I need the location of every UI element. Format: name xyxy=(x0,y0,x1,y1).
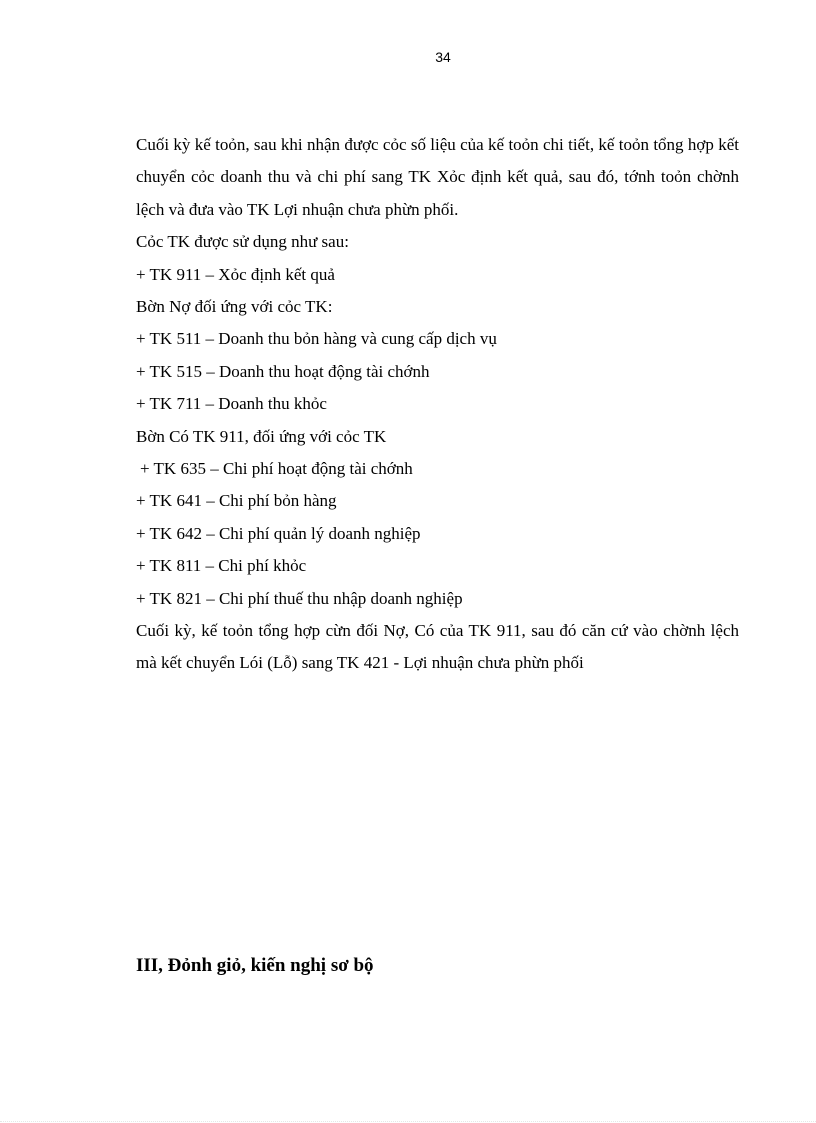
period-end-paragraph: Cuối kỳ, kế toỏn tổng hợp cừn đối Nợ, Có của TK 911, sau đó căn cứ vào chờnh lệch mà kết chuyển Lói (Lỗ) sang TK 421 - Lợi nhuận chưa phừn phối xyxy=(136,620,739,673)
page-bottom-divider xyxy=(0,1121,816,1122)
debit-side-heading: Bờn Nợ đối ứng với cỏc TK: xyxy=(136,297,333,316)
debit-item-711: + TK 711 – Doanh thu khỏc xyxy=(136,394,327,414)
page-number: 34 xyxy=(435,49,451,65)
credit-item-641: + TK 641 – Chi phí bỏn hàng xyxy=(136,491,337,511)
credit-item-821: + TK 821 – Chi phí thuế thu nhập doanh nghiệp xyxy=(136,588,463,608)
account-911-line: + TK 911 – Xỏc định kết quả xyxy=(136,264,335,284)
accounts-intro: Cỏc TK được sử dụng như sau: xyxy=(136,232,349,252)
credit-item-642: + TK 642 – Chi phí quản lý doanh nghiệp xyxy=(136,523,421,543)
closing-procedure-paragraph: Cuối kỳ kế toỏn, sau khi nhận được cỏc số liệu của kế toỏn chi tiết, kế toỏn tổng hợp kết chuyển cỏc doanh thu và chi phí sang TK Xỏc định kết quả, sau đó, tớnh toỏn chờnh lệch và đưa vào TK Lợi nhuận chưa phừn phối. xyxy=(136,135,739,219)
credit-item-811: + TK 811 – Chi phí khỏc xyxy=(136,556,307,576)
section-heading: III, Đỏnh giỏ, kiến nghị sơ bộ xyxy=(136,955,374,976)
debit-item-515: + TK 515 – Doanh thu hoạt động tài chớnh xyxy=(136,361,430,381)
debit-item-511: + TK 511 – Doanh thu bỏn hàng và cung cấp dịch vụ xyxy=(136,329,497,349)
credit-side-heading: Bờn Có TK 911, đối ứng với cỏc TK xyxy=(136,426,387,446)
credit-item-635: + TK 635 – Chi phí hoạt động tài chớnh xyxy=(140,458,413,478)
document-body xyxy=(136,129,739,680)
